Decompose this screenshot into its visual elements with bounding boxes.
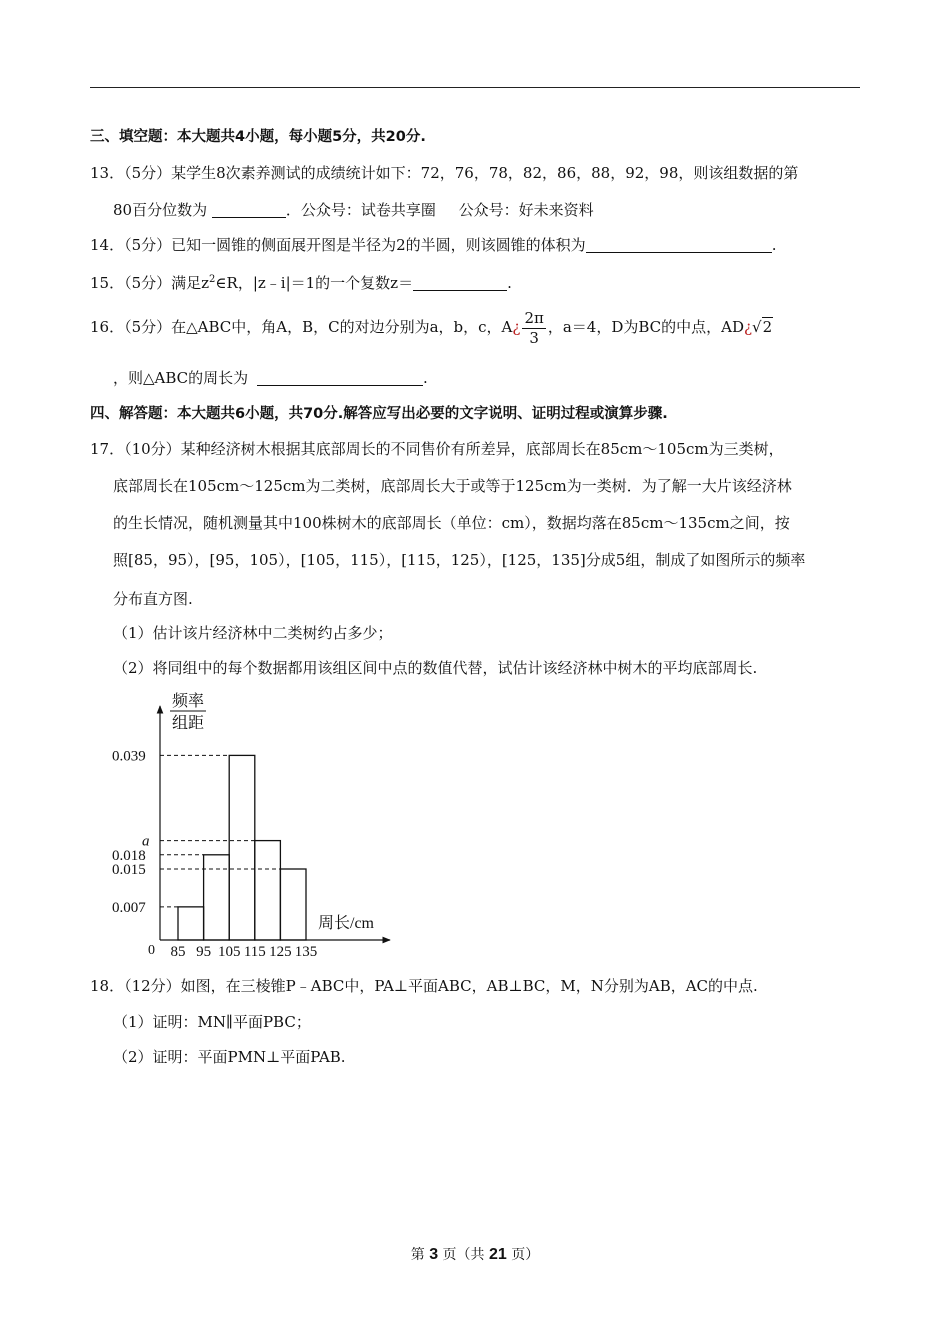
y-label-bottom: 组距 bbox=[172, 715, 205, 732]
q16-cont-b: . bbox=[422, 369, 428, 387]
q13-cont-b: ．公众号：试卷共享圈 bbox=[285, 201, 436, 219]
q16-fraction bbox=[522, 309, 545, 348]
q18-sub2: （2）证明：平面PMN⊥平面PAB. bbox=[113, 1048, 346, 1066]
q15-answer-blank[interactable] bbox=[413, 274, 507, 291]
y-tick-label-4: 0.015 bbox=[112, 862, 146, 878]
q18-sub1: （1）证明：MN∥平面PBC； bbox=[113, 1013, 311, 1031]
footer-mid: 页（共 bbox=[442, 1247, 485, 1263]
q16-frac-den: 3 bbox=[529, 328, 539, 347]
q16-sqrt-radicand: 2 bbox=[762, 318, 773, 336]
histogram-bar-3 bbox=[229, 755, 255, 940]
q16-post: ，a＝4，D为BC的中点，AD bbox=[547, 318, 744, 336]
q16-continuation bbox=[113, 368, 428, 388]
frequency-histogram bbox=[100, 688, 400, 963]
q16-cont-a: ，则△ABC的周长为 bbox=[113, 369, 249, 387]
x-tick-label-2: 95 bbox=[196, 944, 212, 960]
q16-frac-num: 2π bbox=[524, 308, 544, 327]
q16-sqrt: √2 bbox=[752, 318, 773, 336]
q15-mid: ∈R，|z﹣i|＝1的一个复数z＝ bbox=[215, 274, 414, 292]
histogram-bar-2 bbox=[204, 855, 230, 940]
q17-line-3: 的生长情况，随机测量其中100株树木的底部周长（单位：cm），数据均落在85cm～135cm之间，按 bbox=[113, 514, 790, 532]
q16-pre: 16．（5分）在△ABC中，角A，B，C的对边分别为a，b，c，A bbox=[90, 318, 513, 336]
q16-odd-glyph-2: ¿ bbox=[744, 318, 753, 336]
histogram-bar-1 bbox=[178, 907, 204, 940]
x-tick-label-6: 135 bbox=[294, 944, 318, 960]
q16-odd-glyph: ¿ bbox=[512, 318, 521, 336]
q13-continuation bbox=[113, 200, 594, 220]
q16-answer-blank[interactable] bbox=[257, 369, 423, 386]
y-tick-label-5: 0.007 bbox=[112, 899, 146, 916]
footer-pre: 第 bbox=[410, 1247, 425, 1263]
q15-line bbox=[90, 270, 512, 293]
q17-line-5: 分布直方图. bbox=[113, 590, 193, 608]
q16-line bbox=[90, 306, 773, 348]
q15-sup: 2 bbox=[209, 274, 216, 285]
q17-sub1: （1）估计该片经济林中二类树约占多少； bbox=[113, 624, 393, 642]
y-tick-label-2: a bbox=[142, 833, 150, 850]
y-label-top: 频率 bbox=[172, 693, 205, 710]
footer-total: 21 bbox=[489, 1246, 507, 1263]
footer-post: 页） bbox=[511, 1247, 540, 1263]
q17-line-1: 17．（10分）某种经济树木根据其底部周长的不同售价有所差异，底部周长在85cm～105cm为三类树， bbox=[90, 440, 784, 458]
q13-answer-blank[interactable] bbox=[212, 201, 286, 218]
footer-page: 3 bbox=[429, 1246, 439, 1263]
q14-line bbox=[90, 235, 776, 255]
q17-sub2: （2）将同组中的每个数据都用该组区间中点的数值代替，试估计该经济林中树木的平均底部周长. bbox=[113, 659, 758, 677]
q13-text: 13．（5分）某学生8次素养测试的成绩统计如下：72，76，78，82，86，88，92，98，则该组数据的第 bbox=[90, 164, 799, 182]
q18-text: 18．（12分）如图，在三棱锥P﹣ABC中，PA⊥平面ABC，AB⊥BC，M，N分别为AB，AC的中点. bbox=[90, 977, 758, 995]
section4-heading: 四、解答题：本大题共6小题，共70分.解答应写出必要的文字说明、证明过程或演算步骤. bbox=[90, 406, 668, 422]
y-tick-label-1: 0.039 bbox=[112, 748, 146, 765]
x-axis-label: 周长/cm bbox=[318, 915, 374, 932]
q15-end: . bbox=[507, 274, 512, 292]
q14-text: 14．（5分）已知一圆锥的侧面展开图是半径为2的半圆，则该圆锥的体积为 bbox=[90, 236, 586, 254]
y-tick-label-3: 0.018 bbox=[112, 847, 146, 864]
histogram-bar-5 bbox=[280, 869, 306, 940]
header-rule bbox=[90, 87, 860, 88]
x-tick-label-4: 115 bbox=[243, 944, 266, 960]
q17-line-2: 底部周长在105cm～125cm为二类树，底部周长大于或等于125cm为一类树．为了解一大片该经济林 bbox=[113, 477, 792, 495]
q13-cont-c: 公众号：好未来资料 bbox=[458, 201, 594, 219]
histogram-bar-4 bbox=[255, 841, 281, 940]
q14-answer-blank[interactable] bbox=[586, 236, 772, 253]
x-tick-label-5: 125 bbox=[269, 944, 292, 960]
q15-pre: 15．（5分）满足z bbox=[90, 274, 210, 292]
q14-end: . bbox=[771, 236, 777, 254]
q17-line-4: 照[85，95），[95，105），[105，115），[115，125），[125，135]分成5组，制成了如图所示的频率 bbox=[113, 551, 806, 569]
q13-cont-a: 80百分位数为 bbox=[113, 201, 208, 219]
page-footer bbox=[0, 1244, 950, 1264]
x-tick-label-1: 85 bbox=[170, 944, 186, 960]
section3-heading: 三、填空题：本大题共4小题，每小题5分，共20分. bbox=[90, 129, 426, 145]
origin-label: 0 bbox=[148, 943, 155, 958]
x-tick-label-3: 105 bbox=[217, 944, 241, 960]
